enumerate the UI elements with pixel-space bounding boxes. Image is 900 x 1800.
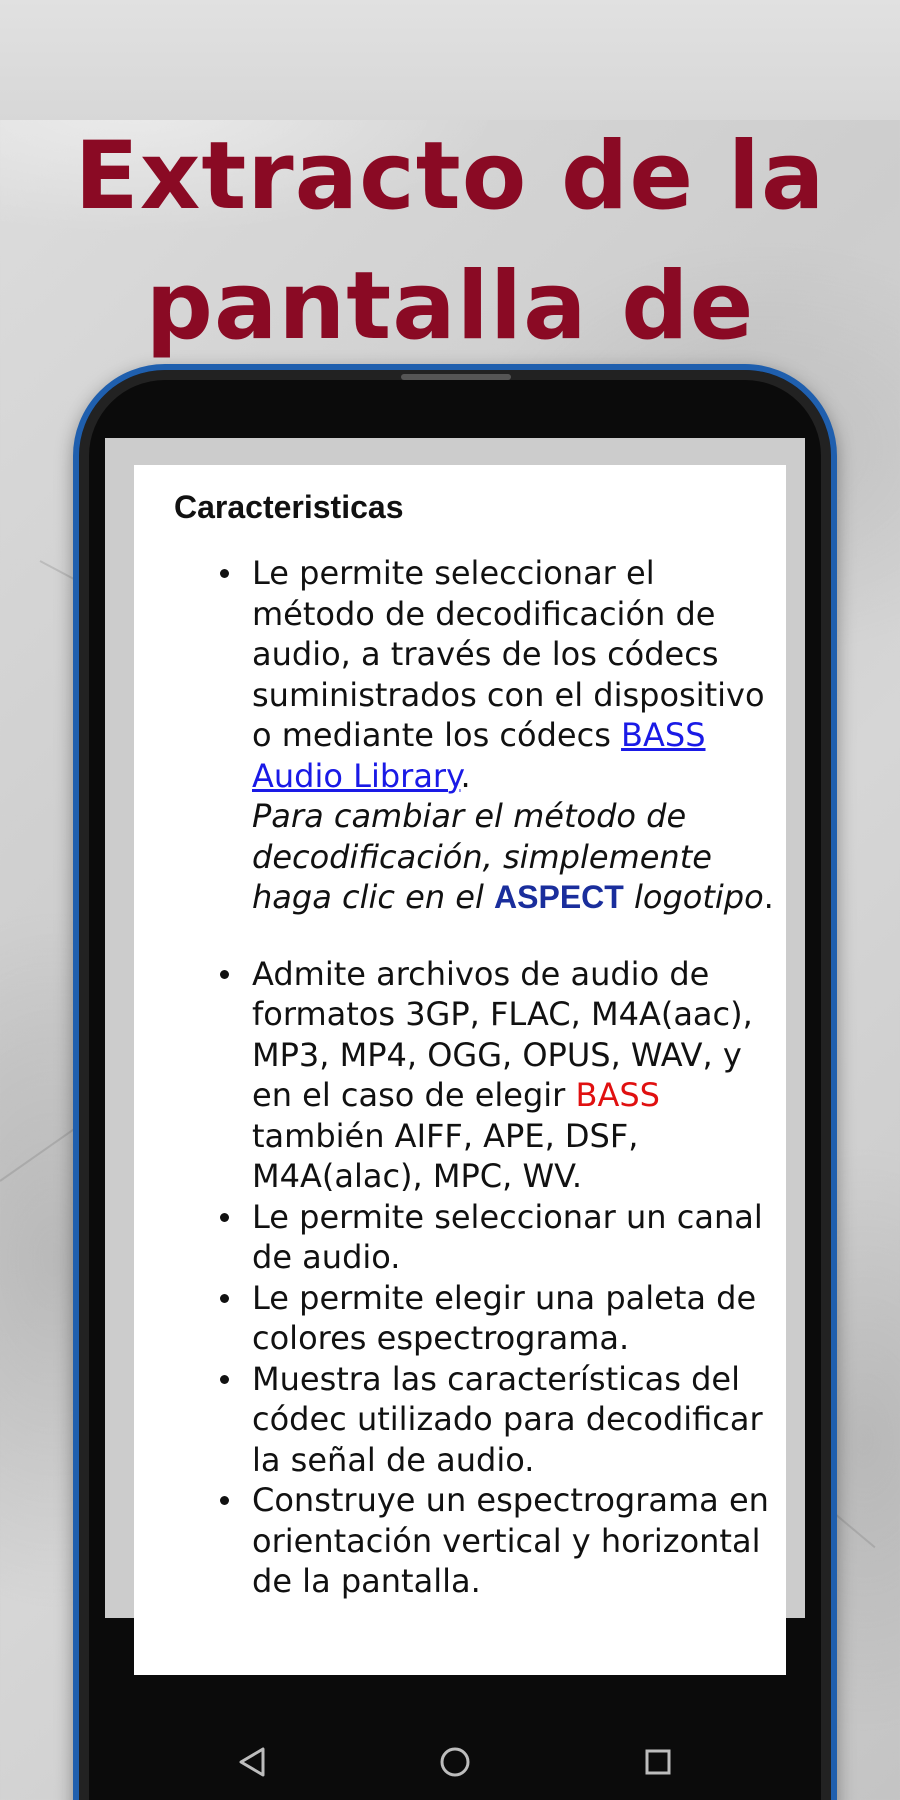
- item-italic-text: logotipo: [623, 878, 764, 916]
- circle-home-icon: [438, 1745, 472, 1779]
- phone-mockup: [73, 364, 837, 1800]
- headline-line-2: pantalla de: [145, 252, 755, 361]
- item-text: .: [763, 878, 774, 916]
- bass-highlight: BASS: [575, 1076, 660, 1114]
- item-text: Le permite seleccionar el método de decodificación de audio, a través de los códecs suministrados con el dispositivo o mediante los códecs: [252, 554, 765, 754]
- list-item: [252, 553, 786, 918]
- item-italic-text: Para cambiar el método de decodificación, simplemente haga clic en el: [252, 797, 712, 916]
- home-button[interactable]: [425, 1732, 485, 1792]
- bass-audio-library-link[interactable]: BASS Audio Library: [252, 716, 706, 795]
- back-button[interactable]: [222, 1732, 282, 1792]
- item-text: .: [460, 756, 471, 795]
- aspect-brand: ASPECT: [494, 879, 624, 915]
- phone-screen: [105, 438, 805, 1618]
- item-text: Admite archivos de audio de formatos 3GP, FLAC, M4A(aac), MP3, MP4, OGG, OPUS, WAV, y en el caso de elegir: [252, 954, 753, 1114]
- list-item: Le permite elegir una paleta de colores espectrograma.: [252, 1278, 786, 1359]
- background-top-strip: [0, 0, 900, 120]
- list-item: [252, 954, 786, 1197]
- phone-speaker: [401, 374, 511, 380]
- triangle-back-icon: [235, 1745, 269, 1779]
- android-nav-bar: [79, 1706, 831, 1800]
- help-page: [134, 465, 786, 1675]
- section-title: Caracteristicas: [174, 489, 404, 525]
- recents-button[interactable]: [628, 1732, 688, 1792]
- list-item: Construye un espectrograma en orientación vertical y horizontal de la pantalla.: [252, 1480, 786, 1602]
- square-recents-icon: [641, 1745, 675, 1779]
- features-list: [174, 553, 786, 1602]
- item-text: también AIFF, APE, DSF, M4A(alac), MPC, WV.: [252, 1116, 639, 1195]
- list-item: Muestra las características del códec utilizado para decodificar la señal de audio.: [252, 1359, 786, 1481]
- headline-line-1: Extracto de la: [74, 122, 826, 231]
- list-item: Le permite seleccionar un canal de audio.: [252, 1197, 786, 1278]
